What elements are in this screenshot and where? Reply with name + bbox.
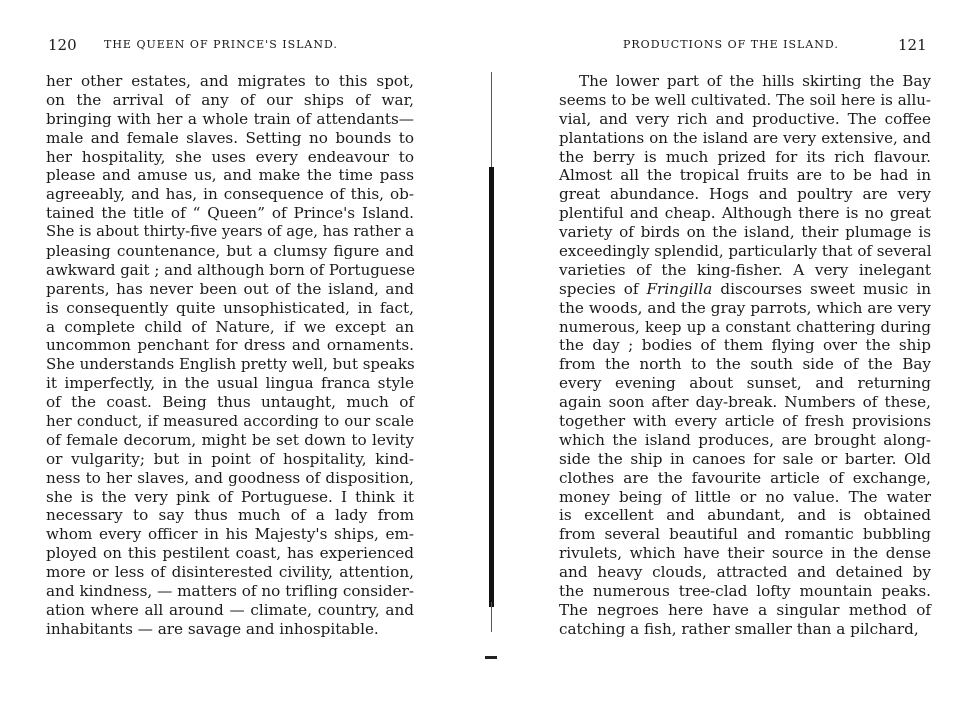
text-line: on the arrival of any of our ships of war, [46,90,414,109]
text-line: She is about thirty-five years of age, has rather a [46,223,415,241]
text-line: more or less of disinterested civility, attention, [46,563,414,582]
text-line: The negroes here have a singular method of [559,600,931,619]
text-line: necessary to say thus much of a lady from [46,506,414,525]
text-line: uncommon penchant for dress and ornaments. [46,336,414,355]
text-line: please and amuse us, and make the time pass [46,166,414,185]
text-line: every evening about sunset, and returning [559,374,931,393]
text-line: she is the very pink of Portuguese. I think it [46,487,414,506]
text-line: ness to her slaves, and goodness of disposition, [46,468,414,487]
text-line: tained the title of “ Queen” of Prince's Island. [46,204,414,223]
text-line: the day ; bodies of them flying over the ship [559,336,931,355]
right-running-head: PRODUCTIONS OF THE ISLAND. [623,38,839,51]
text-line: plantations on the island are very extensive, and [559,128,931,147]
text-line: catching a fish, rather smaller than a pilchard, [559,619,919,638]
text-line: Almost all the tropical fruits are to be had in [559,166,931,185]
text-line: is consequently quite unsophisticated, in fact, [46,298,414,317]
text-line: is excellent and abundant, and is obtained [559,506,931,525]
text-line: a complete child of Nature, if we except an [46,317,414,336]
text-line: awkward gait ; and although born of Portuguese [46,260,415,279]
text-line: ation where all around — climate, country, and [46,600,414,619]
text-line: variety of birds on the island, their plumage is [559,223,931,242]
text-line: male and female slaves. Setting no bounds to [46,128,414,147]
left-running-head: THE QUEEN OF PRINCE'S ISLAND. [104,38,338,51]
text-line: pleasing countenance, but a clumsy figure and [46,242,414,261]
text-line: clothes are the favourite article of exchange, [559,468,931,487]
right-body-text [559,72,931,639]
right-page-number: 121 [898,36,927,54]
text-line: numerous, keep up a constant chattering during [559,317,931,336]
text-line: again soon after day-break. Numbers of these, [559,393,931,412]
text-line: it imperfectly, in the usual lingua franca style [46,374,414,393]
text-line: of the coast. Being thus untaught, much of [46,393,414,412]
text-line: together with every article of fresh provisions [559,412,931,431]
text-line: which the island produces, are brought along- [559,430,931,449]
book-gutter [487,72,497,632]
text-line: exceedingly splendid, particularly that of several [559,242,932,261]
text-line: rivulets, which have their source in the dense [559,544,931,563]
text-line: or vulgarity; but in point of hospitality, kind- [46,449,414,468]
left-page [0,0,470,704]
text-line: agreeably, and has, in consequence of this, ob- [46,185,414,204]
text-line: great abundance. Hogs and poultry are very [559,185,931,204]
right-page [500,0,980,704]
text-line: of female decorum, might be set down to levity [46,430,414,449]
text-line: side the ship in canoes for sale or barter. Old [559,449,931,468]
text-line: the woods, and the gray parrots, which are very [559,298,931,317]
text-line: parents, has never been out of the island, and [46,279,414,298]
text-line: species of Fringilla discourses sweet music in [559,279,931,298]
text-line: The lower part of the hills skirting the Bay [579,72,931,90]
text-line: her conduct, if measured according to our scale [46,412,414,431]
text-line: bringing with her a whole train of attendants— [46,109,414,128]
text-line: inhabitants — are savage and inhospitable. [46,619,379,638]
text-line: the numerous tree-clad lofty mountain peaks. [559,582,931,601]
text-line: seems to be well cultivated. The soil here is allu- [559,90,931,109]
text-line: She understands English pretty well, but speaks [46,355,415,374]
gutter-mark [485,656,497,659]
text-line: her other estates, and migrates to this spot, [46,72,414,90]
text-line: her hospitality, she uses every endeavour to [46,147,414,166]
text-line: and kindness, — matters of no trifling consider- [46,582,414,601]
text-line: from the north to the south side of the Bay [559,355,931,374]
text-line: ployed on this pestilent coast, has experienced [46,544,414,563]
text-line: varieties of the king-fisher. A very inelegant [559,260,931,279]
text-line: money being of little or no value. The water [559,487,931,506]
italic-genus: Fringilla [646,279,713,298]
text-line: the berry is much prized for its rich flavour. [559,147,931,166]
left-page-number: 120 [48,36,77,54]
left-body-text [46,72,414,639]
text-line: vial, and very rich and productive. The coffee [559,109,931,128]
text-line: whom every officer in his Majesty's ships, em- [46,525,414,544]
text-line: from several beautiful and romantic bubbling [559,525,931,544]
text-line: plentiful and cheap. Although there is no great [559,204,931,223]
text-line: and heavy clouds, attracted and detained by [559,563,931,582]
